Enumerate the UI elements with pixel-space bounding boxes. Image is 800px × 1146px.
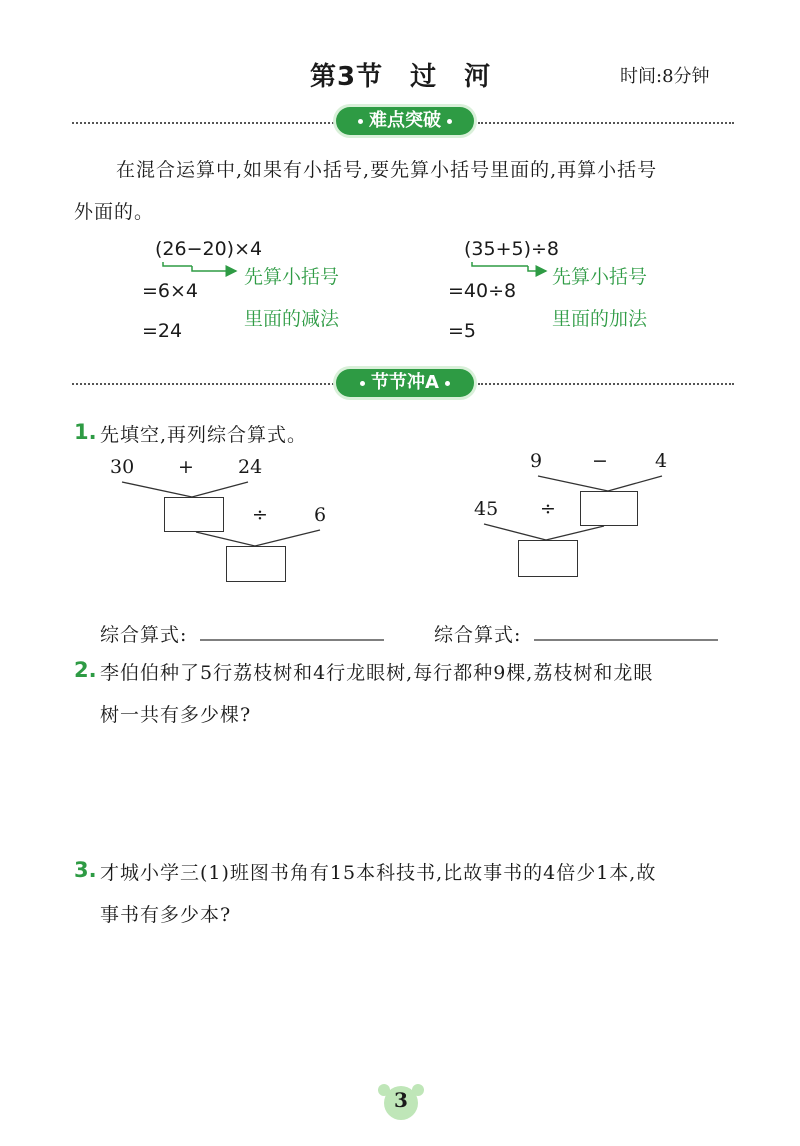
question-number-1: 1. xyxy=(74,420,97,444)
question-2-line-2: 树一共有多少棵? xyxy=(100,704,252,726)
q1-left-operand-a: 30 xyxy=(110,456,135,478)
q1-right-operand-b: 4 xyxy=(655,450,668,472)
example2-arrow xyxy=(528,266,546,271)
q1-right-operator-1: − xyxy=(592,450,608,472)
question-1-text: 先填空,再列综合算式。 xyxy=(100,424,308,446)
q1-left-operand-b: 24 xyxy=(238,456,263,478)
intro-line-2: 外面的。 xyxy=(74,201,155,223)
example2-underline xyxy=(472,262,528,266)
example1-arrow xyxy=(192,266,236,271)
question-3-line-2: 事书有多少本? xyxy=(100,904,232,926)
question-2-line-1: 李伯伯种了5行荔枝树和4行龙眼树,每行都种9棵,荔枝树和龙眼 xyxy=(100,662,654,684)
example1-step1: =6×4 xyxy=(142,280,199,302)
section-badge-practice: 节节冲A xyxy=(336,369,474,397)
question-number-3: 3. xyxy=(74,858,97,882)
example2-step2: =5 xyxy=(448,320,477,342)
question-number-2: 2. xyxy=(74,658,97,682)
example1-underline xyxy=(163,262,192,266)
example2-note-line1: 先算小括号 xyxy=(552,266,648,288)
q1-right-operand-c: 45 xyxy=(474,498,499,520)
question-3-line-1: 才城小学三(1)班图书角有15本科技书,比故事书的4倍少1本,故 xyxy=(100,862,657,884)
example2-expression: (35+5)÷8 xyxy=(464,238,560,260)
page-title: 第3节 过 河 xyxy=(310,62,492,92)
q1-right-operator-2: ÷ xyxy=(540,498,556,520)
q1-formula-label-left: 综合算式: xyxy=(100,624,188,646)
example2-note-line2: 里面的加法 xyxy=(552,308,648,330)
q1-formula-answer-right[interactable] xyxy=(534,622,718,642)
example1-step2: =24 xyxy=(142,320,183,342)
example1-expression: (26−20)×4 xyxy=(155,238,263,260)
q1-left-operator-1: + xyxy=(178,456,194,478)
q1-formula-answer-left[interactable] xyxy=(200,622,384,642)
q1-formula-label-right: 综合算式: xyxy=(434,624,522,646)
page-number: 3 xyxy=(394,1088,408,1112)
intro-line-1: 在混合运算中,如果有小括号,要先算小括号里面的,再算小括号 xyxy=(116,159,658,181)
q1-right-operand-a: 9 xyxy=(530,450,543,472)
q1-left-operand-c: 6 xyxy=(314,504,327,526)
example1-note-line1: 先算小括号 xyxy=(244,266,340,288)
time-label: 时间:8分钟 xyxy=(620,66,710,87)
example1-note-line2: 里面的减法 xyxy=(244,308,340,330)
section-badge-difficulty: 难点突破 xyxy=(336,107,474,135)
example2-step1: =40÷8 xyxy=(448,280,517,302)
q1-left-operator-2: ÷ xyxy=(252,504,268,526)
